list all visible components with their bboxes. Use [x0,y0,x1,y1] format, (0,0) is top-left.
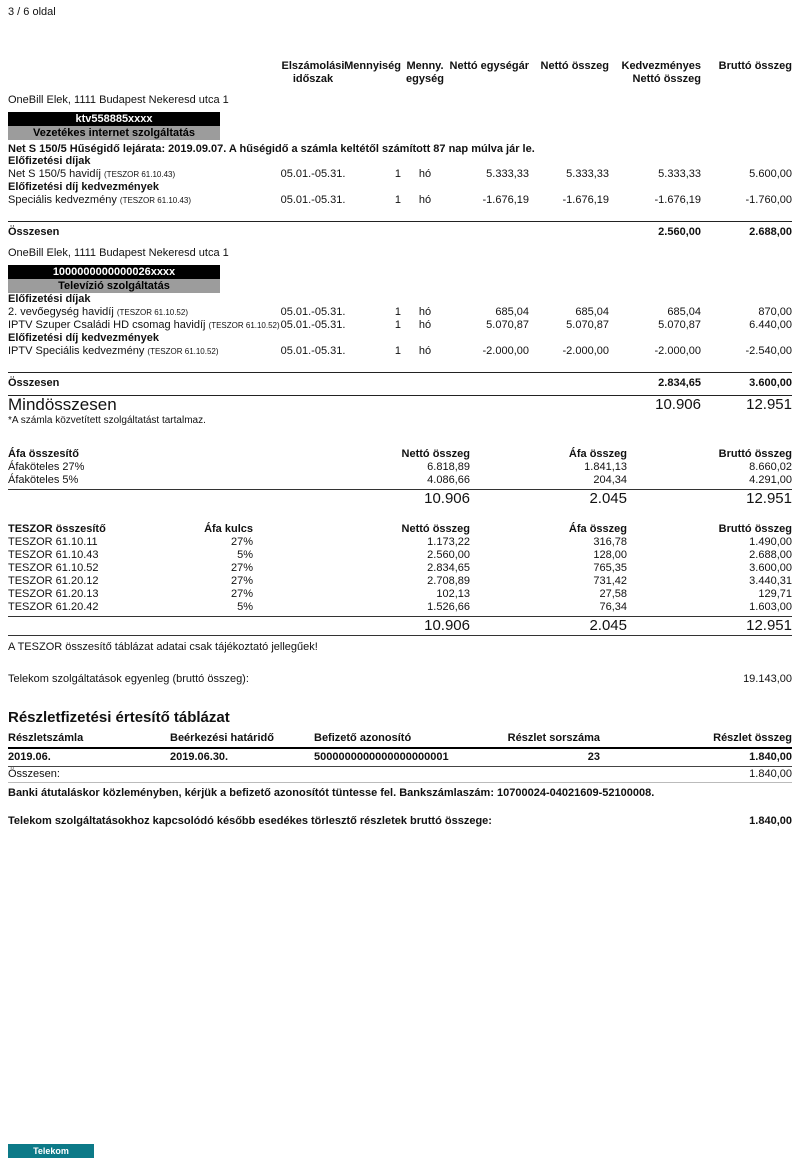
teszor-code: (TESZOR 61.10.43) [119,196,192,205]
teszor-cell: TESZOR 61.10.11 [8,536,98,548]
charge-unit_price: 5.333,33 [486,168,529,180]
charge-unit_price: 685,04 [495,306,529,318]
charge-period: 05.01.-05.31. [280,194,346,206]
vat-cell: 4.291,00 [749,474,792,486]
charge-group-row [8,181,792,194]
charge-row [8,306,792,319]
charges-table [8,60,792,390]
charge-gross: -1.760,00 [745,194,792,206]
vat-cell: 8.660,02 [749,461,792,473]
charge-description [8,168,275,181]
charge-name: IPTV Speciális kedvezmény [8,345,145,357]
teszor-column-header: TESZOR összesítő [8,523,106,535]
teszor-cell: 27% [230,536,253,548]
teszor-header-row [8,523,792,536]
charge-unit_price: 5.070,87 [486,319,529,331]
teszor-cell: 102,13 [436,588,470,600]
section-total-label: Összesen [8,226,60,238]
vat-totals-row [8,489,792,505]
section-total-label: Összesen [8,377,60,389]
loyalty-note: Net S 150/5 Hűségidő lejárata: 2019.09.07. A hűségidő a számla keltétől számított 87 nap múlva jár le. [8,143,535,155]
charge-net: 685,04 [575,306,609,318]
installment-cell: 5000000000000000000001 [314,751,449,763]
teszor-summary-table [8,523,792,636]
charge-unit_price: -2.000,00 [482,345,529,357]
teszor-cell: 5% [237,601,253,613]
teszor-totals-row [8,616,792,636]
charge-unit: hó [418,319,432,331]
page-number: 3 / 6 oldal [8,6,56,18]
charge-gross: 870,00 [758,306,792,318]
installment-cell: 23 [587,751,600,763]
charge-description [8,306,275,319]
teszor-cell: 27% [230,562,253,574]
installment-column-header: Befizető azonosító [314,732,412,744]
service-section [8,247,792,390]
vat-row [8,474,792,487]
vat-cell: 204,34 [593,474,627,486]
teszor-cell: 5% [237,549,253,561]
services-balance-row [8,673,792,685]
teszor-cell: 1.173,22 [427,536,470,548]
charge-qty: 1 [394,168,401,180]
telekom-logo: Telekom [8,1144,94,1158]
charge-unit: hó [418,306,432,318]
teszor-cell: 76,34 [599,601,627,613]
vat-header-row [8,448,792,461]
teszor-row [8,575,792,588]
teszor-column-header: Áfa összeg [568,523,627,535]
installment-header-row [8,732,792,749]
charge-net: -2.000,00 [562,345,609,357]
charge-unit: hó [418,168,432,180]
column-header-qty: Mennyiség [344,60,401,72]
teszor-row [8,549,792,562]
teszor-cell: 1.526,66 [427,601,470,613]
vat-column-header: Áfa összeg [568,448,627,460]
column-header-period: Elszámolási időszak [281,60,345,85]
installment-column-header: Részlet sorszáma [507,732,600,744]
teszor-cell: 27% [230,588,253,600]
charge-unit: hó [418,194,432,206]
vat-cell: 6.818,89 [427,461,470,473]
charge-description [8,319,280,332]
charge-gross: 6.440,00 [749,319,792,331]
teszor-row [8,588,792,601]
section-total-row [8,372,792,390]
charge-period: 05.01.-05.31. [280,319,346,331]
charge-net: 5.070,87 [566,319,609,331]
teszor-code: (TESZOR 61.10.52) [147,347,219,356]
teszor-cell: 2.834,65 [427,562,470,574]
section-total-row [8,221,792,239]
teszor-cell: 27% [230,575,253,587]
charge-qty: 1 [394,306,401,318]
bank-transfer-note: Banki átutaláskor közleményben, kérjük a befizető azonosítót tüntesse fel. Bankszámlaszám: 10700024-04021609-52100008. [8,787,655,799]
vat-column-header: Bruttó összeg [718,448,792,460]
charge-group-row [8,155,792,168]
column-header-gross: Bruttó összeg [718,60,792,72]
charge-disc_net: 685,04 [667,306,701,318]
service-type-box: Vezetékes internet szolgáltatás [8,126,220,140]
teszor-total-value: 12.951 [746,617,792,634]
vat-total-value: 2.045 [589,490,627,507]
teszor-column-header: Bruttó összeg [718,523,792,535]
services-balance-label: Telekom szolgáltatások egyenleg (bruttó összeg): [8,673,249,685]
charge-group-label: Előfizetési díj kedvezmények [8,181,160,193]
future-installments-label: Telekom szolgáltatásokhoz kapcsolódó később esedékes törlesztő részletek bruttó összege: [8,815,492,827]
charge-row [8,345,792,358]
grand-total-label: Mindösszesen [8,395,117,414]
charge-name: IPTV Szuper Családi HD csomag havidíj [8,319,206,331]
section-total-discounted-net: 2.560,00 [658,226,701,238]
charge-qty: 1 [394,345,401,357]
charge-description [8,194,275,207]
installment-column-header: Beérkezési határidő [170,732,274,744]
teszor-cell: TESZOR 61.20.13 [8,588,99,600]
charge-description [8,345,275,358]
installment-row [8,749,792,767]
charge-row [8,194,792,207]
vat-cell: 1.841,13 [584,461,627,473]
mediated-service-footnote: *A számla közvetített szolgáltatást tartalmaz. [8,415,206,426]
grand-total-row [8,395,792,414]
vat-summary-table [8,448,792,505]
teszor-code: (TESZOR 61.10.43) [104,170,176,179]
teszor-total-value: 2.045 [589,617,627,634]
installment-column-header: Részlet összeg [713,732,792,744]
teszor-cell: 2.560,00 [427,549,470,561]
column-header-unit: Menny. egység [406,60,444,85]
grand-total-discounted-net: 10.906 [655,396,701,413]
vat-row [8,461,792,474]
column-header-unit_price: Nettó egységár [449,60,529,72]
charge-row [8,168,792,181]
teszor-cell: 2.708,89 [427,575,470,587]
subscription-id-box: ktv558885xxxx [8,112,220,126]
charge-unit_price: -1.676,19 [482,194,529,206]
teszor-cell: 128,00 [593,549,627,561]
teszor-cell: TESZOR 61.10.43 [8,549,99,561]
section-total-gross: 2.688,00 [749,226,792,238]
teszor-cell: 3.440,31 [749,575,792,587]
charge-group-row [8,332,792,345]
installment-total-row [8,767,792,783]
teszor-cell: 129,71 [758,588,792,600]
charge-row [8,319,792,332]
installment-cell: 2019.06.30. [170,751,229,763]
charge-group-label: Előfizetési díjak [8,293,91,305]
installment-total-label: Összesen: [8,768,60,780]
teszor-cell: 731,42 [593,575,627,587]
installment-total-value: 1.840,00 [749,768,792,780]
teszor-note: A TESZOR összesítő táblázat adatai csak tájékoztató jellegűek! [8,641,318,653]
section-total-gross: 3.600,00 [749,377,792,389]
charge-disc_net: 5.070,87 [658,319,701,331]
teszor-cell: TESZOR 61.10.52 [8,562,99,574]
charge-group-row [8,293,792,306]
charge-group-label: Előfizetési díj kedvezmények [8,332,160,344]
charges-header-row [8,60,792,86]
vat-total-value: 12.951 [746,490,792,507]
teszor-cell: 1.490,00 [749,536,792,548]
teszor-cell: 765,35 [593,562,627,574]
teszor-cell: 1.603,00 [749,601,792,613]
teszor-cell: 2.688,00 [749,549,792,561]
charge-disc_net: -2.000,00 [654,345,701,357]
customer-address: OneBill Elek, 1111 Budapest Nekeresd utca 1 [8,94,229,106]
subscription-id-box: 1000000000000026xxxx [8,265,220,279]
charge-period: 05.01.-05.31. [280,345,346,357]
charge-net: 5.333,33 [566,168,609,180]
column-header-disc_net: Kedvezményes Nettó összeg [621,60,701,85]
teszor-row [8,536,792,549]
charge-disc_net: 5.333,33 [658,168,701,180]
charge-net: -1.676,19 [562,194,609,206]
charge-name: 2. vevőegység havidíj [8,306,114,318]
installment-cell: 2019.06. [8,751,51,763]
vat-cell: Áfaköteles 5% [8,474,79,486]
teszor-code: (TESZOR 61.10.52) [116,308,188,317]
charge-gross: 5.600,00 [749,168,792,180]
vat-cell: 4.086,66 [427,474,470,486]
charge-unit: hó [418,345,432,357]
charge-period: 05.01.-05.31. [280,306,346,318]
future-installments-value: 1.840,00 [749,815,792,827]
section-total-discounted-net: 2.834,65 [658,377,701,389]
charge-name: Speciális kedvezmény [8,194,117,206]
services-balance-value: 19.143,00 [743,673,792,685]
teszor-cell: TESZOR 61.20.42 [8,601,99,613]
charge-qty: 1 [394,194,401,206]
teszor-total-value: 10.906 [424,617,470,634]
teszor-column-header: Áfa kulcs [204,523,253,535]
charge-period: 05.01.-05.31. [280,168,346,180]
charge-name: Net S 150/5 havidíj [8,168,101,180]
teszor-cell: 3.600,00 [749,562,792,574]
customer-address: OneBill Elek, 1111 Budapest Nekeresd utca 1 [8,247,229,259]
teszor-code: (TESZOR 61.10.52) [208,321,280,330]
service-section [8,94,792,239]
teszor-cell: 27,58 [599,588,627,600]
charge-disc_net: -1.676,19 [654,194,701,206]
vat-cell: Áfaköteles 27% [8,461,85,473]
service-type-box: Televízió szolgáltatás [8,279,220,293]
column-header-net: Nettó összeg [540,60,609,72]
installment-cell: 1.840,00 [749,751,792,763]
installment-table [8,732,792,767]
vat-column-header: Nettó összeg [401,448,470,460]
vat-total-value: 10.906 [424,490,470,507]
grand-total-gross: 12.951 [746,396,792,413]
teszor-column-header: Nettó összeg [401,523,470,535]
teszor-cell: 316,78 [593,536,627,548]
installment-column-header: Részletszámla [8,732,84,744]
vat-column-header: Áfa összesítő [8,448,79,460]
charge-gross: -2.540,00 [745,345,792,357]
teszor-row [8,601,792,614]
installment-table-title: Részletfizetési értesítő táblázat [8,709,230,726]
future-installments-row [8,815,792,827]
teszor-cell: TESZOR 61.20.12 [8,575,99,587]
charge-group-label: Előfizetési díjak [8,155,91,167]
charge-qty: 1 [394,319,401,331]
teszor-row [8,562,792,575]
